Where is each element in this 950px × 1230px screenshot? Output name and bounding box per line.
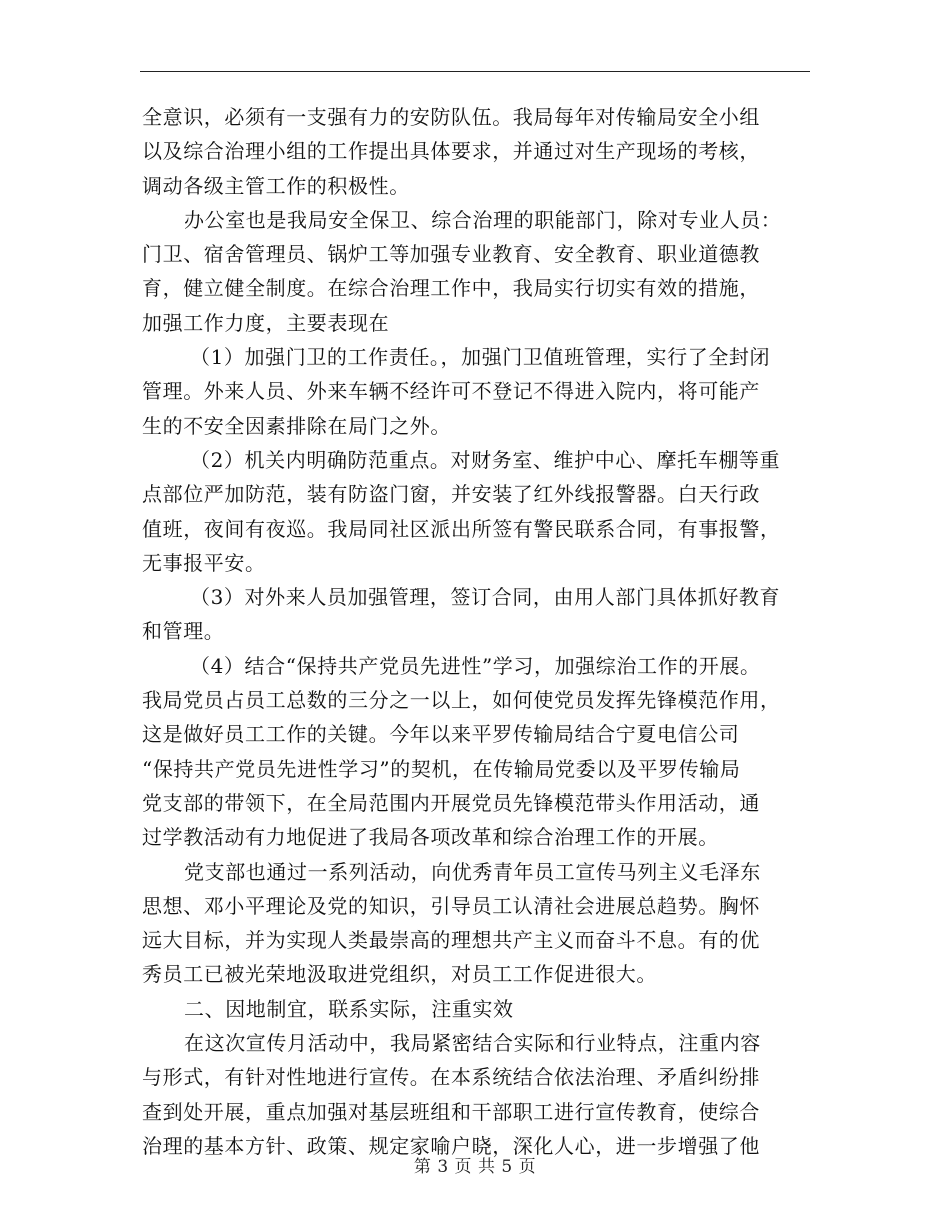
text-line: 管理。外来人员、外来车辆不经许可不登记不得进入院内，将可能产 [142, 379, 760, 404]
text-line: 与形式，有针对性地进行宣传。在本系统结合依法治理、矛盾纠纷排 [142, 1065, 760, 1090]
text-line: 无事报平安。 [142, 550, 266, 575]
text-line: 这是做好员工工作的关键。今年以来平罗传输局结合宁夏电信公司 [142, 722, 740, 747]
text-line: 点部位严加防范，装有防盗门窗，并安装了红外线报警器。白天行政 [142, 482, 760, 507]
list-item-2: （2）机关内明确防范重点。对财务室、维护中心、摩托车棚等重 [190, 447, 781, 472]
section-heading: 二、因地制宜，联系实际，注重实效 [184, 996, 514, 1021]
text-line: 远大目标，并为实现人类最崇高的理想共产主义而奋斗不息。有的优 [142, 928, 760, 953]
header-rule [140, 71, 810, 72]
text-line: 思想、邓小平理论及党的知识，引导员工认清社会进展总趋势。胸怀 [142, 893, 760, 918]
text-line: 全意识，必须有一支强有力的安防队伍。我局每年对传输局安全小组 [142, 105, 760, 129]
text-line: 过学教活动有力地促进了我局各项改革和综合治理工作的开展。 [142, 825, 719, 850]
paragraph-start: 办公室也是我局安全保卫、综合治理的职能部门，除对专业人员： [184, 207, 782, 232]
text-line: “保持共产党员先进性学习”的契机，在传输局党委以及平罗传输局 [142, 756, 741, 781]
text-line: 门卫、宿舍管理员、锅炉工等加强专业教育、安全教育、职业道德教 [142, 242, 760, 267]
text-line: 值班，夜间有夜巡。我局同社区派出所签有警民联系合同，有事报警， [142, 516, 781, 541]
text-line: 秀员工已被光荣地汲取进党组织，对员工工作促进很大。 [142, 962, 657, 987]
text-line: 生的不安全因素排除在局门之外。 [142, 413, 451, 438]
list-item-1: （1）加强门卫的工作责任。，加强门卫值班管理，实行了全封闭 [190, 345, 771, 370]
text-line: 育，健立健全制度。在综合治理工作中，我局实行切实有效的措施， [142, 276, 760, 301]
text-line: 加强工作力度，主要表现在 [142, 310, 390, 335]
text-line: 查到处开展，重点加强对基层班组和干部职工进行宣传教育，使综合 [142, 1099, 760, 1124]
document-body [142, 100, 812, 1163]
text-line: 治理的基本方针、政策、规定家喻户晓，深化人心，进一步增强了他 [142, 1133, 760, 1158]
list-item-3: （3）对外来人员加强管理，签订合同，由用人部门具体抓好教育 [190, 585, 781, 610]
text-line: 党支部的带领下，在全局范围内开展党员先锋模范带头作用活动，通 [142, 790, 760, 815]
text-line: 我局党员占员工总数的三分之一以上，如何使党员发挥先锋模范作用， [142, 688, 781, 713]
page-footer: 第 3 页 共 5 页 [413, 1157, 537, 1177]
list-item-4: （4）结合“保持共产党员先进性”学习，加强综治工作的开展。 [190, 653, 761, 678]
text-line: 和管理。 [142, 619, 225, 644]
paragraph-start: 在这次宣传月活动中，我局紧密结合实际和行业特点，注重内容 [184, 1031, 761, 1056]
paragraph-start: 党支部也通过一系列活动，向优秀青年员工宣传马列主义毛泽东 [184, 859, 761, 884]
text-line: 调动各级主管工作的积极性。 [142, 173, 410, 198]
text-line: 以及综合治理小组的工作提出具体要求，并通过对生产现场的考核， [142, 139, 760, 164]
